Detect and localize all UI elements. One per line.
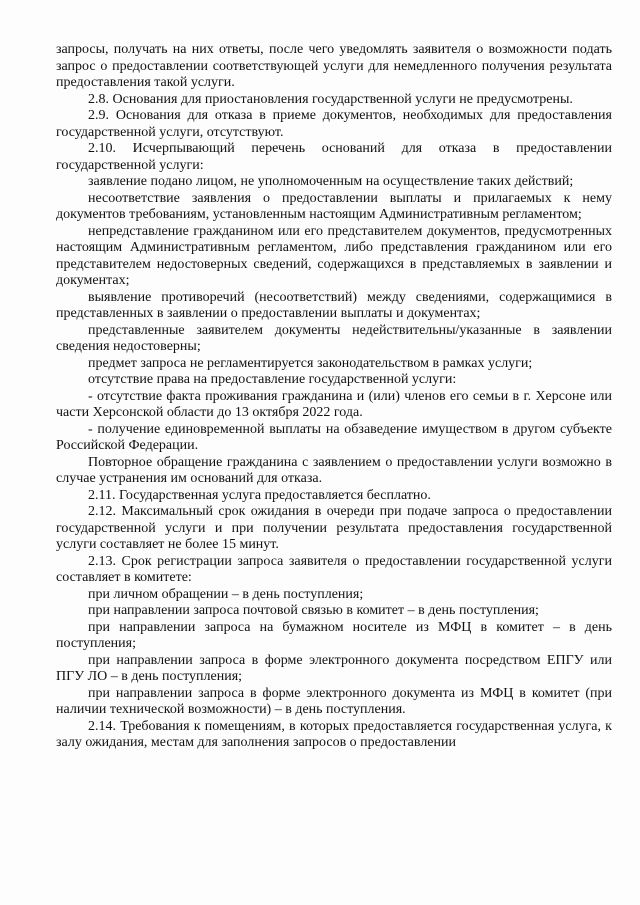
paragraph: предмет запроса не регламентируется законодательством в рамках услуги;	[88, 355, 533, 371]
paragraph: 2.8. Основания для приостановления государственной услуги не предусмотрены.	[88, 91, 573, 107]
document-body	[56, 42, 612, 752]
paragraph: Повторное обращение гражданина с заявлением о предоставлении услуги возможно в случае устранения им оснований для отказа.	[56, 454, 612, 486]
paragraph: 2.14. Требования к помещениям, в которых предоставляется государственная услуга, к залу ожидания, местам для заполнения запросов о предоставлении	[56, 718, 612, 750]
paragraph: 2.9. Основания для отказа в приеме документов, необходимых для предоставления государственной услуги, отсутствуют.	[56, 108, 612, 140]
paragraph: при направлении запроса в форме электронного документа посредством ЕПГУ или ПГУ ЛО – в день поступления;	[56, 652, 612, 684]
paragraph: несоответствие заявления о предоставлении выплаты и прилагаемых к нему документов требованиям, установленным настоящим Административным регламентом;	[56, 190, 612, 222]
paragraph: 2.13. Срок регистрации запроса заявителя о предоставлении государственной услуги составляет в комитете:	[56, 553, 612, 585]
paragraph: непредставление гражданином или его представителем документов, предусмотренных настоящим Административным регламентом, либо представления гражданином или его представителем недостоверных сведений, содержащихся в представляемых в заявлении и документах;	[56, 223, 612, 288]
paragraph: заявление подано лицом, не уполномоченным на осуществление таких действий;	[88, 174, 574, 189]
paragraph: выявление противоречий (несоответствий) между сведениями, содержащимися в представленных в заявлении о предоставлении выплаты и документах;	[56, 289, 612, 321]
paragraph: 2.10. Исчерпывающий перечень оснований для отказа в предоставлении государственной услуги:	[56, 141, 612, 173]
paragraph: при направлении запроса почтовой связью в комитет – в день поступления;	[88, 603, 539, 618]
paragraph: отсутствие права на предоставление государственной услуги:	[88, 372, 457, 387]
paragraph: - получение единовременной выплаты на обзаведение имуществом в другом субъекте Российской Федерации.	[56, 421, 612, 453]
paragraph: 2.11. Государственная услуга предоставляется бесплатно.	[88, 487, 431, 503]
paragraph: при направлении запроса в форме электронного документа из МФЦ в комитет (при наличии технической возможности) – в день поступления.	[56, 685, 612, 717]
paragraph: представленные заявителем документы недействительны/указанные в заявлении сведения недостоверны;	[56, 322, 612, 354]
paragraph: запросы, получать на них ответы, после чего уведомлять заявителя о возможности подать запрос о предоставлении соответствующей услуги для немедленного получения результата предоставления такой услуги.	[56, 42, 612, 90]
paragraph: при личном обращении – в день поступления;	[88, 586, 364, 602]
paragraph: при направлении запроса на бумажном носителе из МФЦ в комитет – в день поступления;	[56, 619, 612, 651]
paragraph: - отсутствие факта проживания гражданина и (или) членов его семьи в г. Херсоне или части Херсонской области до 13 октября 2022 года.	[56, 388, 612, 420]
paragraph: 2.12. Максимальный срок ожидания в очереди при подаче запроса о предоставлении государственной услуги и при получении результата предоставления государственной услуги составляет не более 15 минут.	[56, 504, 612, 552]
